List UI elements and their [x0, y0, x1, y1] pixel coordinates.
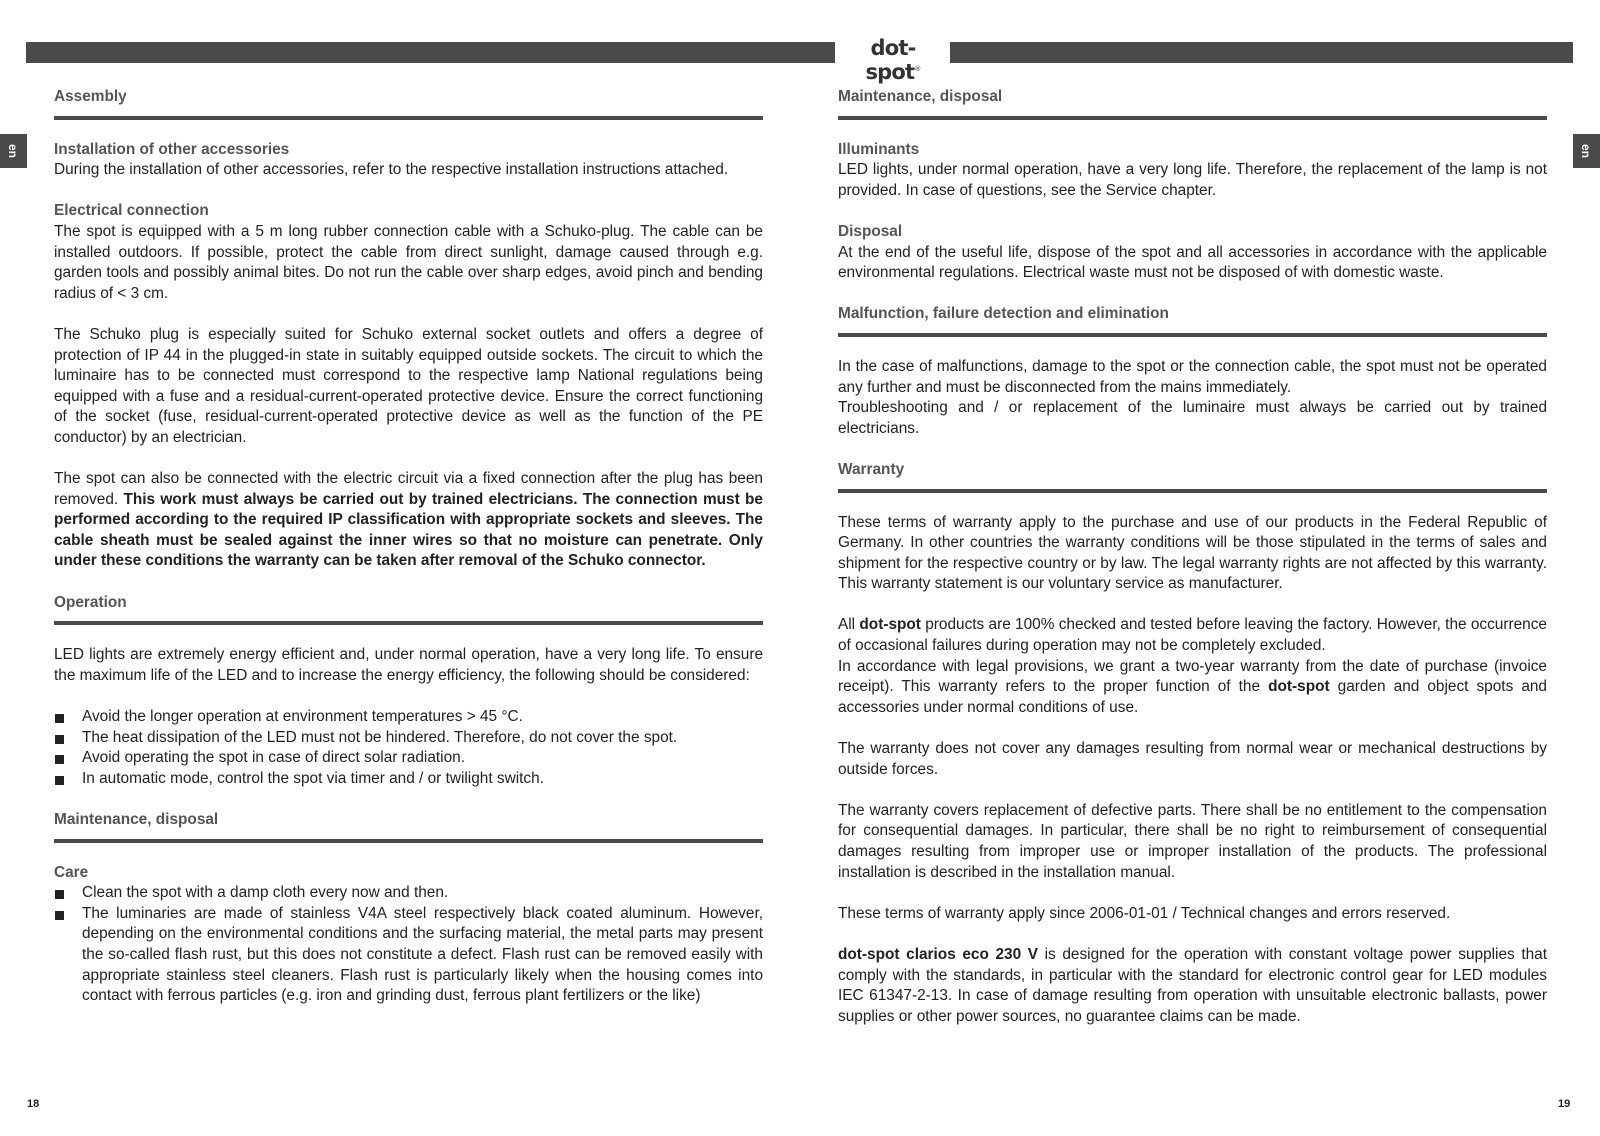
product-name: dot-spot clarios eco 230 V: [838, 945, 1039, 963]
paragraph-electrical-1: The spot is equipped with a 5 m long rubber connection cable with a Schuko-plug. The cable can be installed outdoors. If possible, protect the cable from direct sunlight, damage caused through e.g. garden tools and possibly animal bites. Do not run the cable over sharp edges, avoid pinch and bending radius of < 3 cm.: [54, 222, 763, 302]
paragraph-warranty-4: The warranty does not cover any damages resulting from normal wear or mechanical destructions by outside forces.: [838, 740, 1547, 778]
paragraph-warranty-2: All dot-spot products are 100% checked and tested before leaving the factory. However, the occurrence of occasional failures during operation may not be completely excluded.: [838, 616, 1547, 655]
list-item: Clean the spot with a damp cloth every now and then.: [54, 883, 763, 904]
section-rule: [54, 116, 763, 120]
subheading-care: Care: [54, 863, 89, 881]
electrical-warning: This work must always be carried out by trained electricians. The connection must be performed according to the required IP classification with appropriate sockets and sleeves. The cable sheath must be sealed against the inner wires so that no moisture can penetrate. Only under these conditions the warranty can be taken after removal of the Schuko connector.: [54, 490, 763, 570]
paragraph-electrical-2: The Schuko plug is especially suited for Schuko external socket outlets and offers a degree of protection of IP 44 in the plugged-in state in suitably equipped outside sockets. The circuit to which the luminaire has to be connected must correspond to the respective lamp National regulations being equipped with a fuse and a residual-current-operated protective device. Ensure the correct functioning of the socket (fuse, residual-current-operated protective device as well as the function of the PE conductor) by an electrician.: [54, 325, 763, 446]
section-title-operation: Operation: [54, 593, 127, 611]
subheading-electrical: Electrical connection: [54, 202, 209, 220]
paragraph-warranty-7: dot-spot clarios eco 230 V is designed for the operation with constant voltage power supplies that comply with the standards, in particular with the standard for electronic control gear for LED modules IEC 61347-2-13. In case of damage resulting from operation with unsuitable electronic ballasts, power supplies or other power sources, no guarantee claims can be made.: [838, 945, 1547, 1025]
section-rule: [54, 621, 763, 625]
header-bar-right: [950, 42, 1573, 63]
header-bar-left: [26, 42, 835, 63]
section-rule: [54, 839, 763, 843]
page-number-left: 18: [27, 1098, 40, 1110]
paragraph-electrical-3: The spot can also be connected with the electric circuit via a fixed connection after the plug has been removed. This work must always be carried out by trained electricians. The connection must be performed according to the required IP classification with appropriate sockets and sleeves. The cable sheath must be sealed against the inner wires so that no moisture can penetrate. Only under these conditions the warranty can be taken after removal of the Schuko connector.: [54, 470, 763, 570]
list-item: Avoid operating the spot in case of direct solar radiation.: [54, 748, 763, 769]
paragraph-accessories: During the installation of other accessories, refer to the respective installation instructions attached.: [54, 161, 729, 179]
brand-name: dot-spot: [859, 616, 921, 634]
page-number-right: 19: [1558, 1098, 1571, 1110]
paragraph-warranty-6: These terms of warranty apply since 2006-01-01 / Technical changes and errors reserved.: [838, 904, 1451, 922]
paragraph-warranty-3: In accordance with legal provisions, we grant a two-year warranty from the date of purchase (invoice receipt). This warranty refers to the proper function of the dot-spot garden and object spots and accessories under normal conditions of use.: [838, 657, 1547, 716]
section-title-malfunction: Malfunction, failure detection and elimination: [838, 305, 1169, 323]
brand-logo: dot-spot®: [865, 36, 921, 84]
subheading-illuminants: Illuminants: [838, 140, 920, 158]
brand-name: dot-spot: [1268, 678, 1330, 696]
paragraph-malfunction-1: In the case of malfunctions, damage to the spot or the connection cable, the spot must not be operated any further and must be disconnected from the mains immediately.: [838, 357, 1547, 396]
operation-list: [54, 707, 763, 789]
language-tab-left: en: [0, 134, 27, 168]
subheading-disposal: Disposal: [838, 222, 903, 240]
care-list: [54, 883, 763, 1007]
paragraph-warranty-5: The warranty covers replacement of defective parts. There shall be no entitlement to the compensation for consequential damages. In particular, there shall be no right to reimbursement of consequential damages resulting from improper use or improper installation of the products. The professional installation is described in the installation manual.: [838, 801, 1547, 881]
left-page-column: [54, 87, 763, 1007]
list-item: The luminaries are made of stainless V4A steel respectively black coated aluminum. However, depending on the environmental conditions and the surfacing material, the metal parts may present the so-called flash rust, but this does not constitute a defect. Flash rust can be removed easily with appropriate stainless steel cleaners. Flash rust is particularly likely when the housing comes into contact with ferrous particles (e.g. iron and grinding dust, ferrous plant fertilizers or the like): [54, 904, 763, 1007]
section-title-maintenance: Maintenance, disposal: [838, 88, 1003, 105]
right-page-column: [838, 87, 1547, 1027]
section-title-assembly: Assembly: [54, 88, 127, 105]
section-rule: [838, 333, 1547, 337]
paragraph-operation: LED lights are extremely energy efficient and, under normal operation, have a very long life. To ensure the maximum life of the LED and to increase the energy efficiency, the following should be considered:: [54, 646, 763, 684]
paragraph-illuminants: LED lights, under normal operation, have a very long life. Therefore, the replacement of the lamp is not provided. In case of questions, see the Service chapter.: [838, 161, 1547, 199]
list-item: The heat dissipation of the LED must not be hindered. Therefore, do not cover the spot.: [54, 728, 763, 749]
paragraph-disposal: At the end of the useful life, dispose of the spot and all accessories in accordance with the applicable environmental regulations. Electrical waste must not be disposed of with domestic waste.: [838, 243, 1547, 282]
subheading-accessories: Installation of other accessories: [54, 140, 290, 158]
paragraph-malfunction-2: Troubleshooting and / or replacement of the luminaire must always be carried out by trained electricians.: [838, 399, 1547, 437]
list-item: In automatic mode, control the spot via timer and / or twilight switch.: [54, 769, 763, 790]
language-tab-right: en: [1573, 134, 1600, 168]
section-title-maintenance: Maintenance, disposal: [54, 811, 219, 828]
section-rule: [838, 116, 1547, 120]
section-rule: [838, 489, 1547, 493]
paragraph-warranty-1: These terms of warranty apply to the purchase and use of our products in the Federal Republic of Germany. In other countries the warranty conditions will be those stipulated in the terms of sales and shipment for the respective country or by law. The legal warranty rights are not affected by this warranty. This warranty statement is our voluntary service as manufacturer.: [838, 513, 1547, 593]
list-item: Avoid the longer operation at environment temperatures > 45 °C.: [54, 707, 763, 728]
section-title-warranty: Warranty: [838, 460, 905, 478]
